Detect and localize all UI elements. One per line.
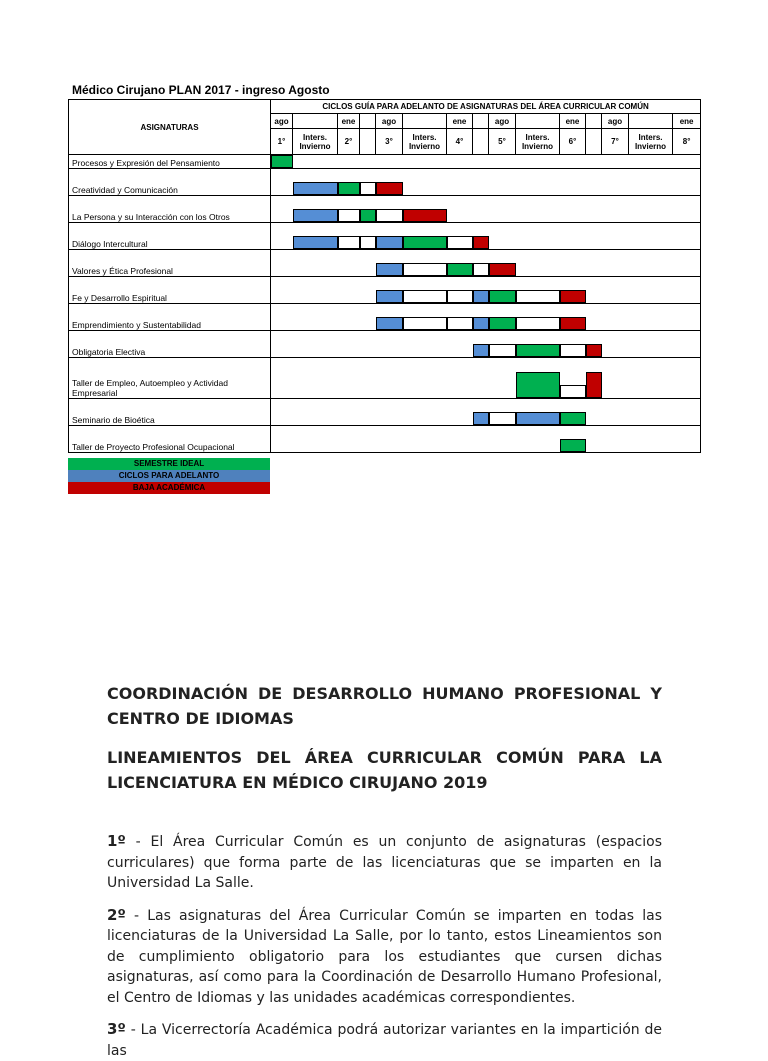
plan-cell bbox=[489, 223, 516, 250]
plan-cell bbox=[403, 196, 447, 223]
semestre-ideal-mark bbox=[403, 236, 447, 249]
cycle-header-13: Inters. Invierno bbox=[629, 129, 673, 155]
month-header-3 bbox=[360, 114, 376, 129]
table-row bbox=[69, 358, 701, 399]
plan-cell bbox=[271, 399, 293, 426]
ciclo-adelanto-mark bbox=[376, 263, 403, 276]
plan-cell bbox=[360, 304, 376, 331]
baja-academica-mark bbox=[473, 236, 489, 249]
plan-cell bbox=[376, 196, 403, 223]
plan-cell bbox=[602, 196, 629, 223]
plan-cell bbox=[602, 331, 629, 358]
plan-cell bbox=[376, 399, 403, 426]
plan-cell bbox=[602, 426, 629, 453]
plan-cell bbox=[473, 358, 489, 399]
plan-cell bbox=[516, 277, 560, 304]
cycle-header-10: 6° bbox=[560, 129, 586, 155]
subject-name: Taller de Empleo, Autoempleo y Actividad Empresarial bbox=[69, 358, 271, 399]
plan-cell bbox=[673, 250, 701, 277]
subject-name: Creatividad y Comunicación bbox=[69, 169, 271, 196]
plan-cell bbox=[602, 304, 629, 331]
semestre-ideal-mark bbox=[489, 317, 516, 330]
cycle-header-12: 7° bbox=[602, 129, 629, 155]
baja-academica-mark bbox=[586, 372, 602, 398]
ciclo-adelanto-mark bbox=[473, 412, 489, 425]
cycle-header-9: Inters. Invierno bbox=[516, 129, 560, 155]
baja-academica-mark bbox=[560, 290, 586, 303]
month-header-1 bbox=[293, 114, 338, 129]
plan-cell bbox=[271, 155, 293, 169]
paragraph-2: 2º - Las asignaturas del Área Curricular Común se imparten en todas las licenciaturas de la Universidad La Salle, por lo tanto, estos Lineamientos son de cumplimiento obligatorio para los estudiantes que cursen dichas asignaturas, así como para la Coordinación de Desarrollo Humano Profesional, el Centro de Idiomas y las unidades académicas correspondientes. bbox=[107, 905, 662, 1006]
plan-cell bbox=[376, 277, 403, 304]
plan-cell bbox=[403, 358, 447, 399]
plan-cell bbox=[560, 331, 586, 358]
empty-cycle-mark bbox=[447, 290, 473, 303]
semestre-ideal-mark bbox=[516, 372, 560, 398]
plan-cell bbox=[376, 358, 403, 399]
plan-cell bbox=[629, 426, 673, 453]
subject-name: Obligatoria Electiva bbox=[69, 331, 271, 358]
plan-cell bbox=[293, 358, 338, 399]
plan-cell bbox=[586, 399, 602, 426]
plan-cell bbox=[293, 399, 338, 426]
plan-cell bbox=[516, 331, 560, 358]
plan-cell bbox=[338, 358, 360, 399]
heading-coordinacion: COORDINACIÓN DE DESARROLLO HUMANO PROFESIONAL Y CENTRO DE IDIOMAS bbox=[107, 684, 662, 728]
plan-cell bbox=[360, 155, 376, 169]
subject-name: Diálogo Intercultural bbox=[69, 223, 271, 250]
semestre-ideal-mark bbox=[360, 209, 376, 222]
table-row bbox=[69, 399, 701, 426]
semestre-ideal-mark bbox=[560, 412, 586, 425]
plan-cell bbox=[271, 277, 293, 304]
plan-cell bbox=[629, 304, 673, 331]
plan-cell bbox=[271, 196, 293, 223]
empty-cycle-mark bbox=[338, 209, 360, 222]
plan-cell bbox=[560, 196, 586, 223]
plan-cell bbox=[489, 155, 516, 169]
plan-cell bbox=[403, 331, 447, 358]
plan-cell bbox=[338, 250, 360, 277]
subject-name: Fe y Desarrollo Espiritual bbox=[69, 277, 271, 304]
plan-cell bbox=[489, 331, 516, 358]
plan-cell bbox=[560, 358, 586, 399]
plan-cell bbox=[360, 399, 376, 426]
empty-cycle-mark bbox=[489, 412, 516, 425]
month-header-0: ago bbox=[271, 114, 293, 129]
ciclo-adelanto-mark bbox=[376, 317, 403, 330]
ciclo-adelanto-mark bbox=[376, 236, 403, 249]
subject-name: La Persona y su Interacción con los Otros bbox=[69, 196, 271, 223]
heading-lineamientos: LINEAMIENTOS DEL ÁREA CURRICULAR COMÚN PARA LA LICENCIATURA EN MÉDICO CIRUJANO 2019 bbox=[107, 748, 662, 792]
plan-cell bbox=[516, 169, 560, 196]
subject-name: Emprendimiento y Sustentabilidad bbox=[69, 304, 271, 331]
plan-cell bbox=[447, 304, 473, 331]
empty-cycle-mark bbox=[403, 263, 447, 276]
plan-cell bbox=[271, 250, 293, 277]
plan-cell bbox=[473, 426, 489, 453]
plan-cell bbox=[560, 399, 586, 426]
plan-cell bbox=[271, 331, 293, 358]
plan-cell bbox=[586, 426, 602, 453]
semestre-ideal-mark bbox=[560, 439, 586, 452]
table-row bbox=[69, 223, 701, 250]
plan-cell bbox=[271, 223, 293, 250]
subjects-header: ASIGNATURAS bbox=[69, 100, 271, 155]
paragraph-1: 1º - El Área Curricular Común es un conjunto de asignaturas (espacios curriculares) que forma parte de las licenciaturas que se imparten en la Universidad La Salle. bbox=[107, 832, 662, 891]
plan-cell bbox=[516, 155, 560, 169]
plan-cell bbox=[516, 250, 560, 277]
empty-cycle-mark bbox=[473, 263, 489, 276]
month-header-12: ago bbox=[602, 114, 629, 129]
ciclo-adelanto-mark bbox=[376, 290, 403, 303]
document-title: Médico Cirujano PLAN 2017 - ingreso Agosto bbox=[72, 83, 330, 97]
plan-cell bbox=[602, 277, 629, 304]
empty-cycle-mark bbox=[447, 317, 473, 330]
month-header-14: ene bbox=[673, 114, 701, 129]
cycle-header-6: 4° bbox=[447, 129, 473, 155]
plan-cell bbox=[293, 426, 338, 453]
legend bbox=[68, 458, 270, 494]
plan-cell bbox=[516, 358, 560, 399]
plan-cell bbox=[602, 399, 629, 426]
plan-cell bbox=[673, 277, 701, 304]
plan-cell bbox=[338, 277, 360, 304]
subject-name: Procesos y Expresión del Pensamiento bbox=[69, 155, 271, 169]
plan-cell bbox=[586, 169, 602, 196]
plan-cell bbox=[473, 223, 489, 250]
legend-semestre-ideal: SEMESTRE IDEAL bbox=[68, 458, 270, 470]
plan-cell bbox=[516, 223, 560, 250]
empty-cycle-mark bbox=[338, 236, 360, 249]
plan-cell bbox=[338, 155, 360, 169]
plan-cell bbox=[403, 169, 447, 196]
plan-cell bbox=[629, 358, 673, 399]
cycle-header-1: Inters. Invierno bbox=[293, 129, 338, 155]
empty-cycle-mark bbox=[560, 385, 586, 398]
plan-cell bbox=[338, 169, 360, 196]
plan-cell bbox=[293, 331, 338, 358]
plan-cell bbox=[516, 196, 560, 223]
baja-academica-mark bbox=[586, 344, 602, 357]
plan-cell bbox=[338, 331, 360, 358]
month-header-11 bbox=[586, 114, 602, 129]
plan-cell bbox=[560, 223, 586, 250]
plan-cell bbox=[338, 223, 360, 250]
empty-cycle-mark bbox=[516, 317, 560, 330]
semestre-ideal-mark bbox=[489, 290, 516, 303]
plan-cell bbox=[586, 223, 602, 250]
month-header-10: ene bbox=[560, 114, 586, 129]
plan-cell bbox=[516, 399, 560, 426]
subject-name: Taller de Proyecto Profesional Ocupacional bbox=[69, 426, 271, 453]
plan-cell bbox=[447, 223, 473, 250]
subject-name: Seminario de Bioética bbox=[69, 399, 271, 426]
plan-cell bbox=[447, 277, 473, 304]
plan-cell bbox=[602, 223, 629, 250]
plan-cell bbox=[360, 169, 376, 196]
cycle-header-7 bbox=[473, 129, 489, 155]
ciclo-adelanto-mark bbox=[473, 317, 489, 330]
plan-cell bbox=[489, 250, 516, 277]
plan-cell bbox=[473, 304, 489, 331]
plan-cell bbox=[360, 358, 376, 399]
plan-cell bbox=[586, 304, 602, 331]
ciclo-adelanto-mark bbox=[473, 344, 489, 357]
legend-ciclos-adelanto: CICLOS PARA ADELANTO bbox=[68, 470, 270, 482]
plan-cell bbox=[403, 250, 447, 277]
plan-cell bbox=[293, 169, 338, 196]
plan-cell bbox=[629, 223, 673, 250]
empty-cycle-mark bbox=[403, 317, 447, 330]
plan-cell bbox=[489, 304, 516, 331]
plan-cell bbox=[673, 331, 701, 358]
plan-cell bbox=[489, 399, 516, 426]
plan-cell bbox=[338, 426, 360, 453]
plan-cell bbox=[293, 155, 338, 169]
cycle-header-2: 2° bbox=[338, 129, 360, 155]
plan-cell bbox=[629, 155, 673, 169]
plan-cell bbox=[293, 277, 338, 304]
plan-cell bbox=[360, 277, 376, 304]
empty-cycle-mark bbox=[376, 209, 403, 222]
plan-cell bbox=[629, 169, 673, 196]
plan-cell bbox=[673, 169, 701, 196]
cycle-header-4: 3° bbox=[376, 129, 403, 155]
plan-cell bbox=[516, 426, 560, 453]
month-header-13 bbox=[629, 114, 673, 129]
plan-cell bbox=[338, 196, 360, 223]
cycle-header-11 bbox=[586, 129, 602, 155]
ciclo-adelanto-mark bbox=[516, 412, 560, 425]
plan-cell bbox=[516, 304, 560, 331]
baja-academica-mark bbox=[403, 209, 447, 222]
cycle-header-8: 5° bbox=[489, 129, 516, 155]
plan-cell bbox=[360, 223, 376, 250]
plan-cell bbox=[489, 426, 516, 453]
plan-cell bbox=[586, 250, 602, 277]
plan-cell bbox=[560, 277, 586, 304]
empty-cycle-mark bbox=[403, 290, 447, 303]
plan-cell bbox=[360, 196, 376, 223]
plan-cell bbox=[629, 196, 673, 223]
plan-cell bbox=[473, 331, 489, 358]
legend-baja-academica: BAJA ACADÉMICA bbox=[68, 482, 270, 494]
plan-cell bbox=[271, 426, 293, 453]
baja-academica-mark bbox=[376, 182, 403, 195]
table-row bbox=[69, 155, 701, 169]
plan-cell bbox=[376, 155, 403, 169]
plan-cell bbox=[338, 399, 360, 426]
plan-cell bbox=[293, 304, 338, 331]
month-header-8: ago bbox=[489, 114, 516, 129]
table-row bbox=[69, 277, 701, 304]
plan-cell bbox=[293, 196, 338, 223]
cycle-header-3 bbox=[360, 129, 376, 155]
baja-academica-mark bbox=[560, 317, 586, 330]
plan-cell bbox=[376, 250, 403, 277]
plan-cell bbox=[473, 399, 489, 426]
empty-cycle-mark bbox=[360, 236, 376, 249]
subject-name: Valores y Ética Profesional bbox=[69, 250, 271, 277]
ciclo-adelanto-mark bbox=[473, 290, 489, 303]
month-header-5 bbox=[403, 114, 447, 129]
plan-cell bbox=[473, 277, 489, 304]
plan-cell bbox=[403, 223, 447, 250]
semestre-ideal-mark bbox=[447, 263, 473, 276]
plan-cell bbox=[447, 169, 473, 196]
plan-cell bbox=[673, 358, 701, 399]
table-row bbox=[69, 250, 701, 277]
plan-cell bbox=[629, 277, 673, 304]
plan-cell bbox=[586, 155, 602, 169]
plan-cell bbox=[271, 358, 293, 399]
plan-cell bbox=[447, 196, 473, 223]
plan-cell bbox=[271, 304, 293, 331]
plan-cell bbox=[473, 169, 489, 196]
plan-cell bbox=[403, 277, 447, 304]
plan-cell bbox=[673, 304, 701, 331]
plan-cell bbox=[602, 169, 629, 196]
plan-cell bbox=[489, 277, 516, 304]
month-header-6: ene bbox=[447, 114, 473, 129]
plan-cell bbox=[293, 250, 338, 277]
plan-cell bbox=[376, 223, 403, 250]
semestre-ideal-mark bbox=[271, 155, 293, 168]
month-header-4: ago bbox=[376, 114, 403, 129]
empty-cycle-mark bbox=[447, 236, 473, 249]
ciclo-adelanto-mark bbox=[293, 209, 338, 222]
empty-cycle-mark bbox=[560, 344, 586, 357]
plan-cell bbox=[602, 155, 629, 169]
plan-cell bbox=[629, 331, 673, 358]
plan-cell bbox=[560, 169, 586, 196]
plan-cell bbox=[586, 358, 602, 399]
plan-cell bbox=[673, 155, 701, 169]
table-row bbox=[69, 426, 701, 453]
plan-cell bbox=[602, 358, 629, 399]
plan-cell bbox=[673, 223, 701, 250]
plan-cell bbox=[447, 331, 473, 358]
plan-cell bbox=[360, 426, 376, 453]
month-header-2: ene bbox=[338, 114, 360, 129]
plan-cell bbox=[629, 399, 673, 426]
plan-cell bbox=[560, 304, 586, 331]
empty-cycle-mark bbox=[489, 344, 516, 357]
plan-cell bbox=[586, 277, 602, 304]
plan-cell bbox=[447, 155, 473, 169]
semestre-ideal-mark bbox=[516, 344, 560, 357]
table-row bbox=[69, 304, 701, 331]
plan-cell bbox=[403, 426, 447, 453]
plan-cell bbox=[473, 155, 489, 169]
curriculum-plan-table bbox=[68, 99, 701, 453]
table-row bbox=[69, 331, 701, 358]
semestre-ideal-mark bbox=[338, 182, 360, 195]
plan-cell bbox=[673, 399, 701, 426]
baja-academica-mark bbox=[489, 263, 516, 276]
ciclo-adelanto-mark bbox=[293, 236, 338, 249]
plan-cell bbox=[489, 169, 516, 196]
cycle-header-0: 1° bbox=[271, 129, 293, 155]
table-row bbox=[69, 196, 701, 223]
empty-cycle-mark bbox=[360, 182, 376, 195]
document-body bbox=[107, 681, 662, 1061]
plan-cell bbox=[403, 155, 447, 169]
plan-cell bbox=[376, 426, 403, 453]
month-header-9 bbox=[516, 114, 560, 129]
plan-cell bbox=[403, 304, 447, 331]
plan-cell bbox=[489, 358, 516, 399]
plan-cell bbox=[473, 250, 489, 277]
plan-cell bbox=[489, 196, 516, 223]
cycles-group-header: CICLOS GUÍA PARA ADELANTO DE ASIGNATURAS DEL ÁREA CURRICULAR COMÚN bbox=[271, 100, 701, 114]
plan-cell bbox=[376, 169, 403, 196]
table-row bbox=[69, 169, 701, 196]
plan-cell bbox=[271, 169, 293, 196]
plan-cell bbox=[447, 358, 473, 399]
plan-cell bbox=[673, 426, 701, 453]
plan-cell bbox=[376, 331, 403, 358]
plan-cell bbox=[586, 331, 602, 358]
plan-cell bbox=[293, 223, 338, 250]
plan-cell bbox=[629, 250, 673, 277]
plan-cell bbox=[586, 196, 602, 223]
plan-cell bbox=[673, 196, 701, 223]
paragraph-3: 3º - La Vicerrectoría Académica podrá autorizar variantes en la impartición de las bbox=[107, 1020, 662, 1059]
plan-cell bbox=[376, 304, 403, 331]
plan-cell bbox=[403, 399, 447, 426]
plan-cell bbox=[447, 250, 473, 277]
plan-cell bbox=[360, 250, 376, 277]
month-header-7 bbox=[473, 114, 489, 129]
plan-cell bbox=[360, 331, 376, 358]
plan-cell bbox=[560, 250, 586, 277]
plan-cell bbox=[447, 426, 473, 453]
plan-cell bbox=[560, 155, 586, 169]
plan-cell bbox=[560, 426, 586, 453]
plan-cell bbox=[338, 304, 360, 331]
plan-cell bbox=[602, 250, 629, 277]
ciclo-adelanto-mark bbox=[293, 182, 338, 195]
empty-cycle-mark bbox=[516, 290, 560, 303]
plan-cell bbox=[473, 196, 489, 223]
plan-cell bbox=[447, 399, 473, 426]
cycle-header-14: 8° bbox=[673, 129, 701, 155]
cycle-header-5: Inters. Invierno bbox=[403, 129, 447, 155]
